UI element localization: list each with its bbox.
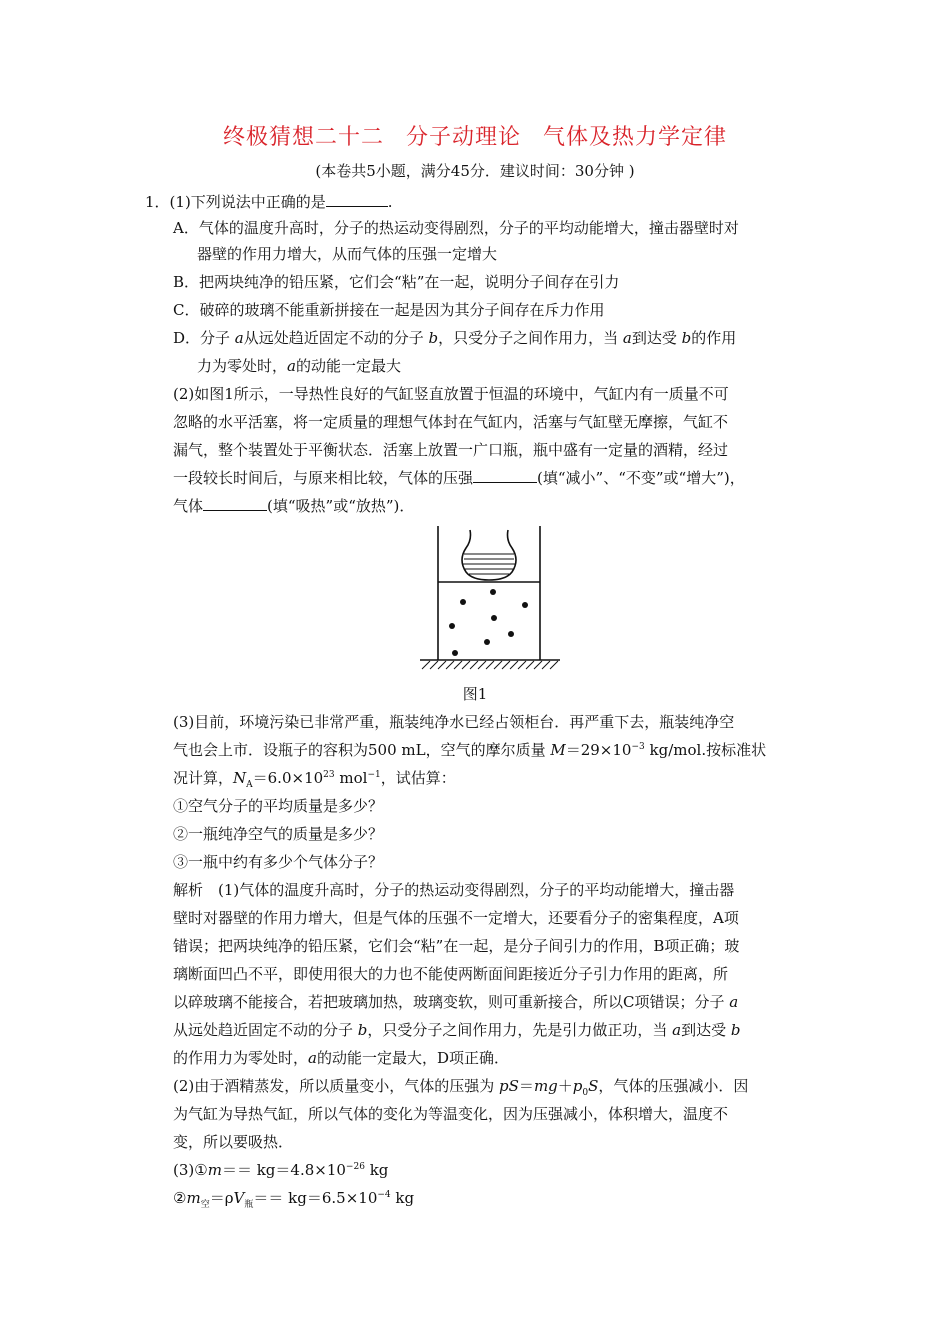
- ground-hatching: [422, 661, 558, 669]
- solution-line-6: [173, 1020, 741, 1040]
- text: kg/mol.按标准状: [644, 741, 767, 759]
- solution-line-5: [173, 992, 738, 1012]
- text: 况计算，: [173, 769, 234, 787]
- text: 气体: [173, 497, 204, 515]
- formula-term: S: [588, 1077, 599, 1095]
- solution-line-7: [173, 1048, 509, 1068]
- var-m: m: [207, 1161, 222, 1179]
- text: ②: [173, 1189, 187, 1207]
- var-M: M: [550, 741, 566, 759]
- text: ，只受分子之间作用力，先是引力做正功，当: [367, 1021, 673, 1039]
- gas-molecules: [449, 589, 528, 656]
- solution-2-line-2: 为气缸为导热气缸，所以气体的变化为等温变化，因为压强减小，体积增大，温度不: [173, 1105, 729, 1123]
- text: ＝29×10: [565, 741, 632, 759]
- option-a-line-2: 器壁的作用力增大，从而气体的压强一定增大: [197, 245, 498, 263]
- solution-3-line-2: [173, 1188, 414, 1208]
- option-d-line-2: [197, 356, 401, 376]
- text: mol: [334, 769, 368, 787]
- text: ，气体的压强减小．因: [598, 1077, 749, 1095]
- title-part-1: 终极猜想二十二: [222, 125, 384, 150]
- text: 的动能一定最大，D项正确．: [316, 1049, 509, 1067]
- text: ＝＝ kg＝4.8×10: [221, 1161, 346, 1179]
- sub-question-2: ②一瓶纯净空气的质量是多少？: [173, 825, 384, 843]
- stem-end: .: [387, 193, 393, 211]
- title-part-2: 分子动理论: [405, 125, 521, 150]
- part-3-line-3: [173, 768, 456, 788]
- part-3-line-1: (3)目前，环境污染已非常严重，瓶装纯净水已经占领柜台．再严重下去，瓶装纯净空: [173, 713, 735, 731]
- text: 到达受: [631, 329, 682, 347]
- sub-question-3: ③一瓶中约有多少个气体分子？: [173, 853, 384, 871]
- exponent: −1: [367, 770, 381, 780]
- var-a: a: [308, 1049, 317, 1067]
- part-2-line-2: 忽略的水平活塞，将一定质量的理想气体封在气缸内，活塞与气缸壁无摩擦，气缸不: [173, 413, 729, 431]
- part-2-line-5: [173, 496, 414, 516]
- question-1-part-1-stem: [145, 192, 393, 212]
- subscript: A: [246, 780, 253, 790]
- text: kg: [364, 1161, 389, 1179]
- var-a: a: [672, 1021, 682, 1039]
- text: ＝6.0×10: [252, 769, 324, 787]
- subscript: 空: [200, 1200, 210, 1210]
- subscript: 0: [582, 1088, 589, 1098]
- text: ，只受分子之间作用力，当: [438, 329, 623, 347]
- text: (填“吸热”或“放热”)．: [267, 497, 415, 515]
- answer-blank: [203, 496, 267, 511]
- text: 的动能一定最大: [295, 357, 401, 375]
- answer-blank: [473, 468, 537, 483]
- var-b: b: [730, 1021, 741, 1039]
- stem-text: (1)下列说法中正确的是: [169, 193, 326, 211]
- var-m: m: [186, 1189, 201, 1207]
- var-a: a: [287, 357, 296, 375]
- var-V: V: [233, 1189, 245, 1207]
- text: 一段较长时间后，与原来相比较，气体的压强: [173, 469, 474, 487]
- figure-caption: 图1: [462, 685, 488, 703]
- part-2-line-3: 漏气，整个装置处于平衡状态．活塞上放置一广口瓶，瓶中盛有一定量的酒精，经过: [173, 441, 729, 459]
- exam-info: (本卷共5小题，满分45分．建议时间：30分钟 ): [315, 162, 635, 180]
- text: ＝＝ kg＝6.5×10: [253, 1189, 378, 1207]
- text: 以碎玻璃不能接合，若把玻璃加热，玻璃变软，则可重新接合，所以C项错误；分子: [173, 993, 730, 1011]
- part-3-line-2: [173, 740, 766, 760]
- var-a: a: [622, 329, 632, 347]
- wide-mouth-bottle: [462, 530, 516, 580]
- formula-term: mg: [533, 1077, 558, 1095]
- text: (2)由于酒精蒸发，所以质量变小，气体的压强为: [173, 1077, 500, 1095]
- solution-line-1: 解析 (1)气体的温度升高时，分子的热运动变得剧烈，分子的平均动能增大，撞击器: [173, 881, 735, 899]
- solution-line-4: 璃断面凹凸不平，即使用很大的力也不能使两断面间距接近分子引力作用的距离，所: [173, 965, 729, 983]
- solution-line-3: 错误；把两块纯净的铅压紧，它们会“粘”在一起，是分子间引力的作用，B项正确；玻: [173, 937, 740, 955]
- var-N: N: [233, 769, 247, 787]
- subscript: 瓶: [244, 1200, 254, 1210]
- part-2-line-1: (2)如图1所示，一导热性良好的气缸竖直放置于恒温的环境中，气缸内有一质量不可: [173, 385, 729, 403]
- question-number: 1．: [145, 193, 170, 211]
- text: ＋: [557, 1077, 573, 1095]
- part-2-line-4: [173, 468, 745, 488]
- text: 从远处趋近固定不动的分子: [243, 329, 429, 347]
- formula-term: p: [572, 1077, 583, 1095]
- alcohol-liquid: [463, 554, 515, 574]
- text: ＝ρ: [209, 1189, 234, 1207]
- title-part-3: 气体及热力学定律: [543, 125, 728, 150]
- option-c: C．破碎的玻璃不能重新拼接在一起是因为其分子间存在斥力作用: [173, 301, 605, 319]
- text: 气也会上市．设瓶子的容积为500 mL，空气的摩尔质量: [173, 741, 551, 759]
- answer-blank: [326, 192, 388, 207]
- option-a-line-1: A．气体的温度升高时，分子的热运动变得剧烈，分子的平均动能增大，撞击器壁时对: [173, 219, 739, 237]
- option-b: B．把两块纯净的铅压紧，它们会“粘”在一起，说明分子间存在引力: [173, 273, 620, 291]
- exponent: −26: [345, 1162, 365, 1172]
- text: kg: [390, 1189, 415, 1207]
- text: (填“减小”、“不变”或“增大”)，: [537, 469, 745, 487]
- text: ＝: [518, 1077, 534, 1095]
- text: (3)①: [173, 1161, 208, 1179]
- text: 的作用力为零处时，: [173, 1049, 309, 1067]
- solution-2-line-3: 变，所以要吸热．: [173, 1133, 294, 1151]
- var-a: a: [729, 993, 739, 1011]
- exponent: −4: [377, 1190, 391, 1200]
- text: 从远处趋近固定不动的分子: [173, 1021, 358, 1039]
- exponent: 23: [323, 770, 335, 780]
- sub-question-1: ①空气分子的平均质量是多少？: [173, 797, 384, 815]
- var-b: b: [428, 329, 439, 347]
- text: ，试估算：: [380, 769, 456, 787]
- text: D．分子: [173, 329, 235, 347]
- solution-line-2: 壁时对器壁的作用力增大，但是气体的压强不一定增大，还要看分子的密集程度，A项: [173, 909, 739, 927]
- var-b: b: [681, 329, 692, 347]
- formula-term: pS: [499, 1077, 519, 1095]
- option-d-line-1: [173, 328, 736, 348]
- var-a: a: [234, 329, 244, 347]
- text: 力为零处时，: [197, 357, 288, 375]
- var-b: b: [357, 1021, 368, 1039]
- solution-2-line-1: [173, 1076, 748, 1096]
- figure-1-cylinder-diagram: [420, 526, 560, 676]
- text: 的作用: [691, 329, 737, 347]
- page-title: [0, 120, 950, 151]
- text: 到达受: [681, 1021, 731, 1039]
- solution-3-line-1: [173, 1160, 388, 1180]
- exponent: −3: [631, 742, 645, 752]
